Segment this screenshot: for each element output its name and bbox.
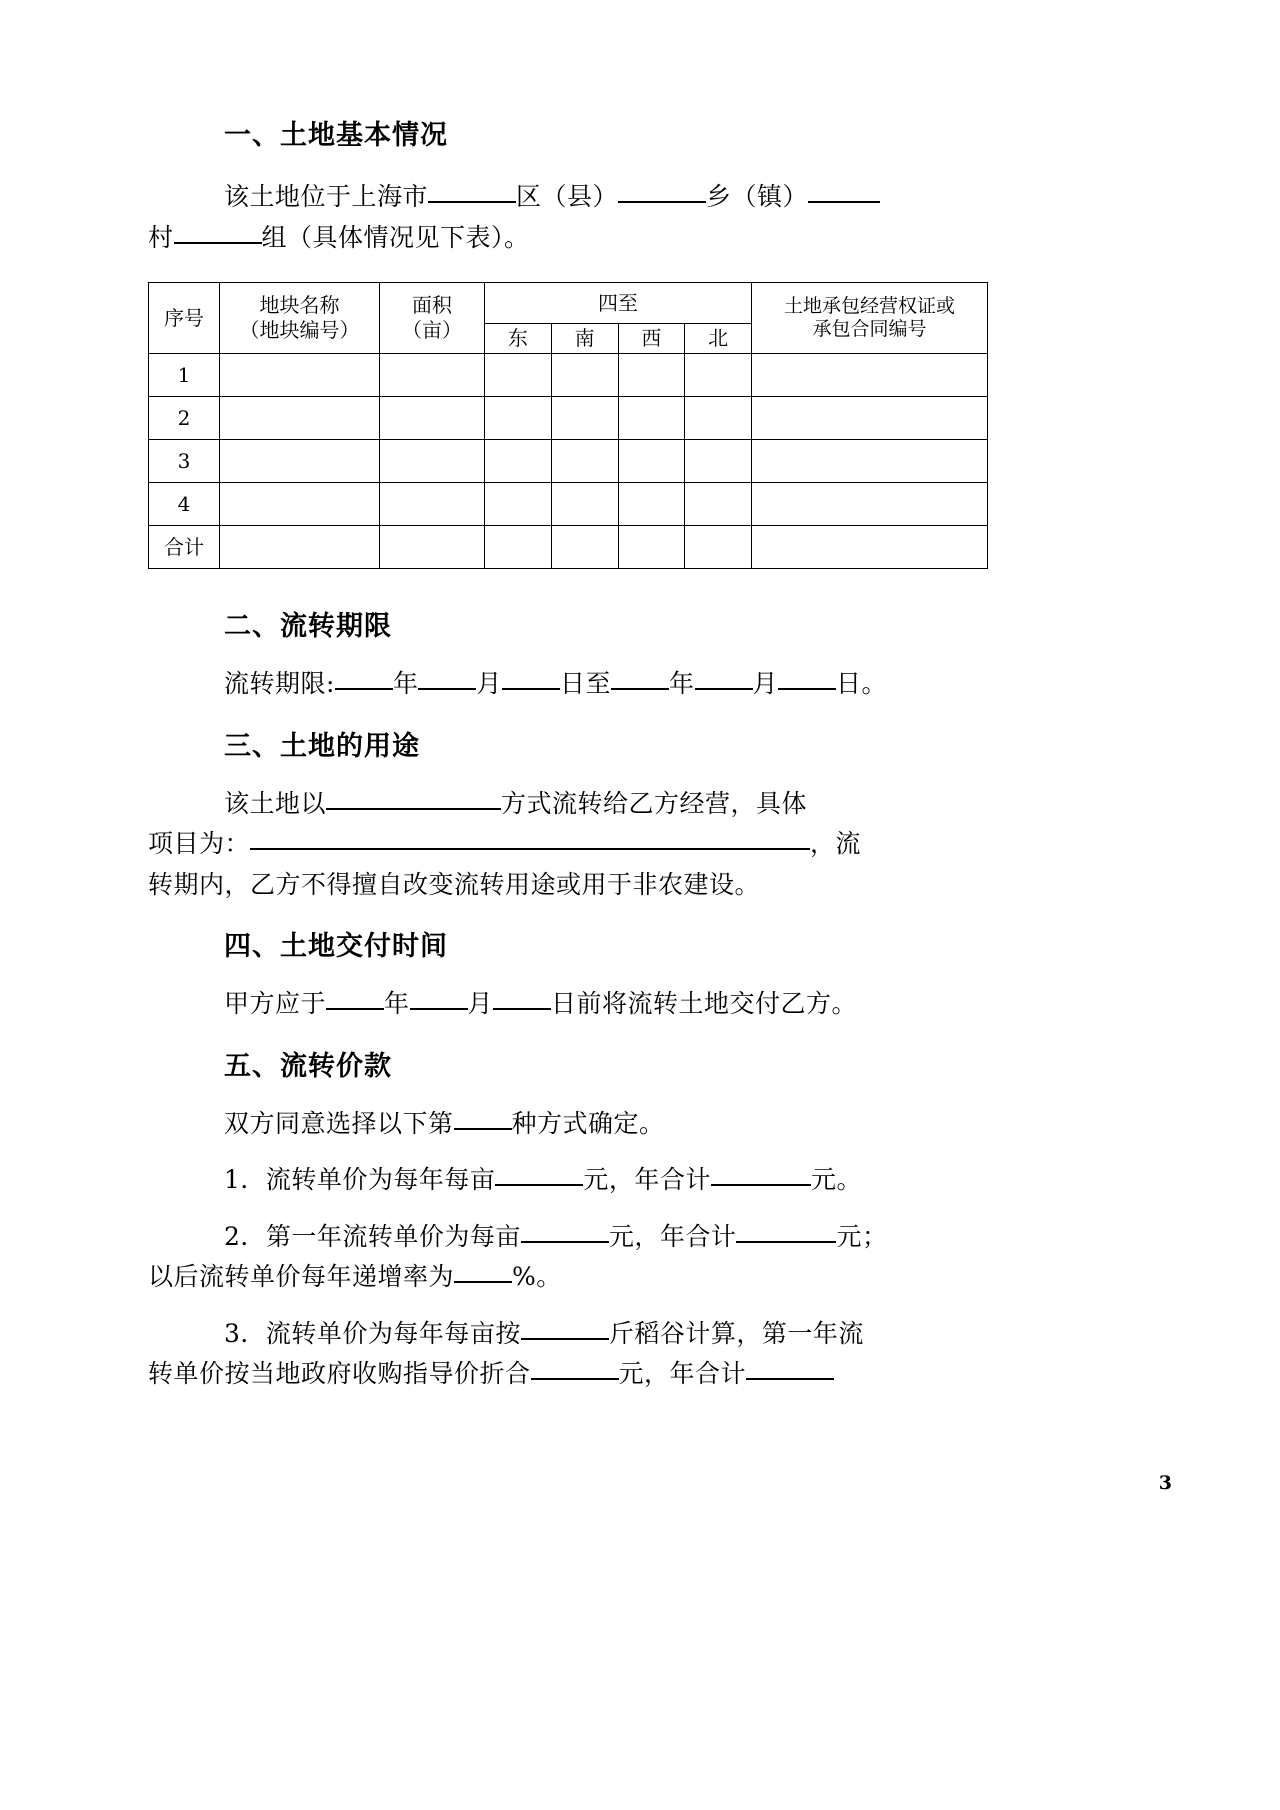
- table-header-north: 北: [685, 324, 752, 354]
- page-content: [148, 118, 988, 1395]
- s2-text-d: 日至: [559, 669, 611, 699]
- table-cell-seq: 1: [149, 354, 220, 397]
- s1-text-b: 区（县）: [516, 182, 619, 212]
- table-row: [149, 397, 988, 440]
- blank-annual-total[interactable]: [711, 1164, 811, 1186]
- table-header-east: 东: [485, 324, 552, 354]
- table-cell-plot-name[interactable]: [220, 526, 380, 569]
- table-row: [149, 483, 988, 526]
- table-cell-plot-name[interactable]: [220, 354, 380, 397]
- table-cell-south[interactable]: [551, 354, 618, 397]
- s2-text-f: 月: [752, 669, 779, 699]
- table-header-west: 西: [618, 324, 685, 354]
- table-cell-north[interactable]: [685, 483, 752, 526]
- blank-start-month[interactable]: [418, 668, 476, 690]
- table-total-row: [149, 526, 988, 569]
- s2-text-b: 年: [392, 669, 419, 699]
- table-cell-area[interactable]: [380, 354, 485, 397]
- s2-text-g: 日。: [836, 669, 888, 699]
- blank-chosen-method[interactable]: [454, 1108, 512, 1130]
- table-cell-cert[interactable]: [752, 526, 988, 569]
- table-header-plot-name-line2: （地块编号）: [239, 318, 360, 343]
- table-cell-plot-name[interactable]: [220, 397, 380, 440]
- s1-text-a: 该土地位于上海市: [224, 182, 429, 212]
- blank-delivery-month[interactable]: [410, 988, 468, 1010]
- s5-item3-a: 3．流转单价为每年每亩按: [224, 1318, 521, 1348]
- table-header-area: [380, 283, 485, 354]
- blank-converted-price[interactable]: [531, 1358, 619, 1380]
- table-cell-south[interactable]: [551, 483, 618, 526]
- land-parcel-table: [148, 282, 988, 569]
- blank-growth-rate[interactable]: [454, 1261, 512, 1283]
- blank-district[interactable]: [428, 181, 516, 203]
- table-cell-plot-name[interactable]: [220, 440, 380, 483]
- s1-text-c: 乡（镇）: [706, 182, 809, 212]
- blank-end-year[interactable]: [611, 668, 669, 690]
- table-cell-area[interactable]: [380, 440, 485, 483]
- s4-text-d: 日前将流转土地交付乙方。: [551, 989, 858, 1019]
- blank-end-day[interactable]: [778, 668, 836, 690]
- s4-text-b: 年: [384, 989, 410, 1019]
- s5-item3-b: 斤稻谷计算，第一年流: [608, 1318, 864, 1348]
- table-cell-west[interactable]: [618, 397, 685, 440]
- table-cell-cert[interactable]: [752, 483, 988, 526]
- s5-item2-line2-a: 以后流转单价每年递增率为: [148, 1262, 455, 1292]
- section1-paragraph-line2: [148, 218, 988, 259]
- s3-text-c: 项目为：: [148, 829, 251, 859]
- s2-text-a: 流转期限:: [224, 669, 335, 699]
- blank-item3-annual-total[interactable]: [746, 1358, 834, 1380]
- s1-text-e: 组（具体情况见下表）。: [261, 222, 530, 252]
- blank-delivery-year[interactable]: [326, 988, 384, 1010]
- table-cell-north[interactable]: [685, 397, 752, 440]
- section5-item2-line1: [224, 1217, 988, 1258]
- s4-text-a: 甲方应于: [224, 989, 327, 1019]
- table-cell-seq: 4: [149, 483, 220, 526]
- section5-item3-line1: [224, 1314, 988, 1355]
- table-cell-seq-total: 合计: [149, 526, 220, 569]
- table-cell-east[interactable]: [485, 440, 552, 483]
- section-heading-transfer-price: 五、流转价款: [224, 1050, 392, 1082]
- blank-transfer-method[interactable]: [326, 788, 501, 810]
- section2-paragraph: [224, 664, 988, 705]
- s5-item3-line2-a: 转单价按当地政府收购指导价折合: [148, 1359, 531, 1389]
- table-row: [149, 440, 988, 483]
- section1-paragraph-line1: [224, 177, 988, 218]
- table-cell-east[interactable]: [485, 526, 552, 569]
- table-cell-east[interactable]: [485, 483, 552, 526]
- table-header-south: 南: [551, 324, 618, 354]
- blank-start-year[interactable]: [335, 668, 393, 690]
- blank-delivery-day[interactable]: [493, 988, 551, 1010]
- table-cell-south[interactable]: [551, 526, 618, 569]
- s4-text-c: 月: [467, 989, 494, 1019]
- s5-item3-line2-b: 元，年合计: [618, 1359, 747, 1389]
- table-cell-south[interactable]: [551, 397, 618, 440]
- s2-text-e: 年: [668, 669, 695, 699]
- s3-text-d: ，流: [810, 829, 862, 859]
- s1-text-d: 村: [148, 222, 174, 252]
- section-heading-land-use: 三、土地的用途: [224, 730, 420, 762]
- page-number: 3: [1158, 1472, 1172, 1494]
- blank-group[interactable]: [174, 222, 262, 244]
- table-cell-north[interactable]: [685, 526, 752, 569]
- section5-item2-line2: [148, 1257, 988, 1298]
- table-row: [149, 354, 988, 397]
- table-header-cert-line2: 承包合同编号: [812, 318, 927, 341]
- table-header-area-line1: 面积: [412, 293, 452, 318]
- table-cell-cert[interactable]: [752, 440, 988, 483]
- table-cell-plot-name[interactable]: [220, 483, 380, 526]
- table-header-cert: [752, 283, 988, 354]
- section3-paragraph-line1: [224, 784, 988, 825]
- table-cell-west[interactable]: [618, 440, 685, 483]
- table-header-boundaries: 四至: [485, 283, 752, 324]
- table-header-cert-line1: 土地承包经营权证或: [783, 294, 955, 317]
- blank-first-year-total[interactable]: [736, 1221, 836, 1243]
- table-cell-seq: 3: [149, 440, 220, 483]
- s5-item1-a: 1．流转单价为每年每亩: [224, 1165, 496, 1195]
- table-cell-west[interactable]: [618, 354, 685, 397]
- s3-text-a: 该土地以: [224, 788, 327, 818]
- table-cell-area[interactable]: [380, 483, 485, 526]
- table-cell-east[interactable]: [485, 354, 552, 397]
- section-heading-transfer-term: 二、流转期限: [224, 611, 392, 643]
- table-cell-area[interactable]: [380, 397, 485, 440]
- s2-text-c: 月: [476, 669, 502, 699]
- table-cell-cert[interactable]: [752, 397, 988, 440]
- section3-paragraph-line3: 转期内，乙方不得擅自改变流转用途或用于非农建设。: [148, 869, 761, 899]
- s5-intro-b: 种方式确定。: [511, 1108, 665, 1138]
- blank-project-detail[interactable]: [250, 828, 810, 850]
- blank-rice-weight[interactable]: [521, 1318, 609, 1340]
- table-cell-seq: 2: [149, 397, 220, 440]
- table-header-plot-name: [220, 283, 380, 354]
- s5-item2-line2-b: %。: [512, 1262, 562, 1292]
- section3-paragraph-line2: [148, 824, 988, 865]
- section5-intro: [224, 1104, 988, 1145]
- blank-unit-price[interactable]: [495, 1164, 583, 1186]
- s5-item1-b: 元，年合计: [583, 1165, 711, 1195]
- s5-item2-a: 2．第一年流转单价为每亩: [224, 1221, 521, 1251]
- blank-township[interactable]: [618, 181, 706, 203]
- table-cell-west[interactable]: [618, 526, 685, 569]
- table-cell-area[interactable]: [380, 526, 485, 569]
- section4-paragraph: [224, 984, 988, 1025]
- section-heading-delivery-time: 四、土地交付时间: [224, 931, 448, 963]
- section-heading-land-basics: 一、土地基本情况: [224, 120, 448, 151]
- table-header-row-1: [149, 283, 988, 324]
- blank-village-pre[interactable]: [808, 181, 880, 203]
- s5-intro-a: 双方同意选择以下第: [224, 1108, 454, 1138]
- blank-end-month[interactable]: [695, 668, 753, 690]
- table-header-seq: 序号: [149, 283, 220, 354]
- table-cell-north[interactable]: [685, 440, 752, 483]
- blank-start-day[interactable]: [502, 668, 560, 690]
- s5-item2-c: 元；: [836, 1221, 888, 1251]
- table-cell-west[interactable]: [618, 483, 685, 526]
- table-cell-south[interactable]: [551, 440, 618, 483]
- s5-item2-b: 元，年合计: [608, 1221, 737, 1251]
- s3-text-b: 方式流转给乙方经营，具体: [501, 788, 808, 818]
- section5-item3-line2: [148, 1354, 988, 1395]
- table-cell-east[interactable]: [485, 397, 552, 440]
- blank-first-year-unit-price[interactable]: [521, 1221, 609, 1243]
- table-header-plot-name-line1: 地块名称: [259, 293, 340, 318]
- table-header-area-line2: （亩）: [402, 318, 462, 343]
- table-cell-cert[interactable]: [752, 354, 988, 397]
- table-cell-north[interactable]: [685, 354, 752, 397]
- section5-item1: [224, 1160, 988, 1201]
- s5-item1-c: 元。: [810, 1165, 862, 1195]
